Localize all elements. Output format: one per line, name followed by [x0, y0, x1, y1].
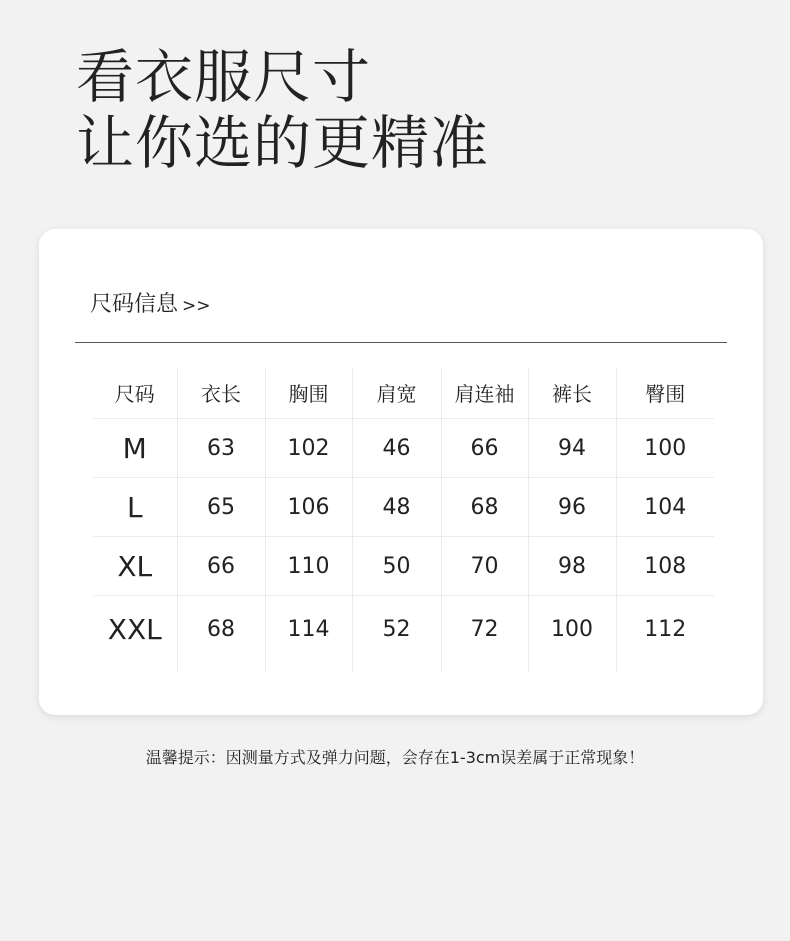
- header-chest: 胸围: [265, 367, 352, 419]
- table-cell: 46: [352, 419, 441, 478]
- table-header-row: [93, 367, 714, 419]
- table-cell: 72: [441, 596, 528, 673]
- table-cell: 65: [177, 478, 265, 537]
- headline-line-2: 让你选的更精准: [76, 109, 490, 177]
- table-row: [93, 419, 714, 478]
- measurement-tip: 温馨提示：因测量方式及弹力问题，会存在1-3cm误差属于正常现象！: [145, 748, 645, 767]
- table-cell: 108: [616, 537, 714, 596]
- header-shoulder: 肩宽: [352, 367, 441, 419]
- table-row: [93, 478, 714, 537]
- table-row: [93, 537, 714, 596]
- section-title-text: 尺码信息: [90, 292, 179, 317]
- table-cell: 114: [265, 596, 352, 673]
- header-hip: 臀围: [616, 367, 714, 419]
- size-label: XXL: [107, 612, 162, 646]
- table-cell: 98: [528, 537, 616, 596]
- header-length: 衣长: [177, 367, 265, 419]
- size-label: L: [93, 478, 177, 537]
- table-cell: 48: [352, 478, 441, 537]
- table-row: [93, 596, 714, 673]
- table-cell: 94: [528, 419, 616, 478]
- size-label: M: [93, 419, 177, 478]
- section-title: [90, 287, 211, 318]
- table-cell: 50: [352, 537, 441, 596]
- table-cell: 66: [441, 419, 528, 478]
- size-table: [93, 367, 714, 672]
- section-divider: [75, 342, 727, 343]
- table-cell: 106: [265, 478, 352, 537]
- table-cell: 110: [265, 537, 352, 596]
- size-info-card: [39, 229, 763, 715]
- table-cell: 112: [616, 596, 714, 673]
- header-shoulder-sleeve: 肩连袖: [441, 367, 528, 419]
- table-cell: 52: [352, 596, 441, 673]
- header-size: 尺码: [93, 367, 177, 419]
- table-cell: 68: [441, 478, 528, 537]
- page-headline: [76, 44, 489, 176]
- size-label: XL: [93, 537, 177, 596]
- table-cell: 66: [177, 537, 265, 596]
- table-cell: 96: [528, 478, 616, 537]
- table-cell: 104: [616, 478, 714, 537]
- table-cell: 100: [528, 596, 616, 673]
- header-pants-length: 裤长: [528, 367, 616, 419]
- double-chevron-right-icon: >>: [182, 296, 211, 316]
- table-cell: 63: [177, 419, 265, 478]
- table-cell: 102: [265, 419, 352, 478]
- table-cell: 68: [177, 596, 265, 673]
- table-cell: 70: [441, 537, 528, 596]
- headline-line-1: 看衣服尺寸: [76, 43, 372, 111]
- table-cell: 100: [616, 419, 714, 478]
